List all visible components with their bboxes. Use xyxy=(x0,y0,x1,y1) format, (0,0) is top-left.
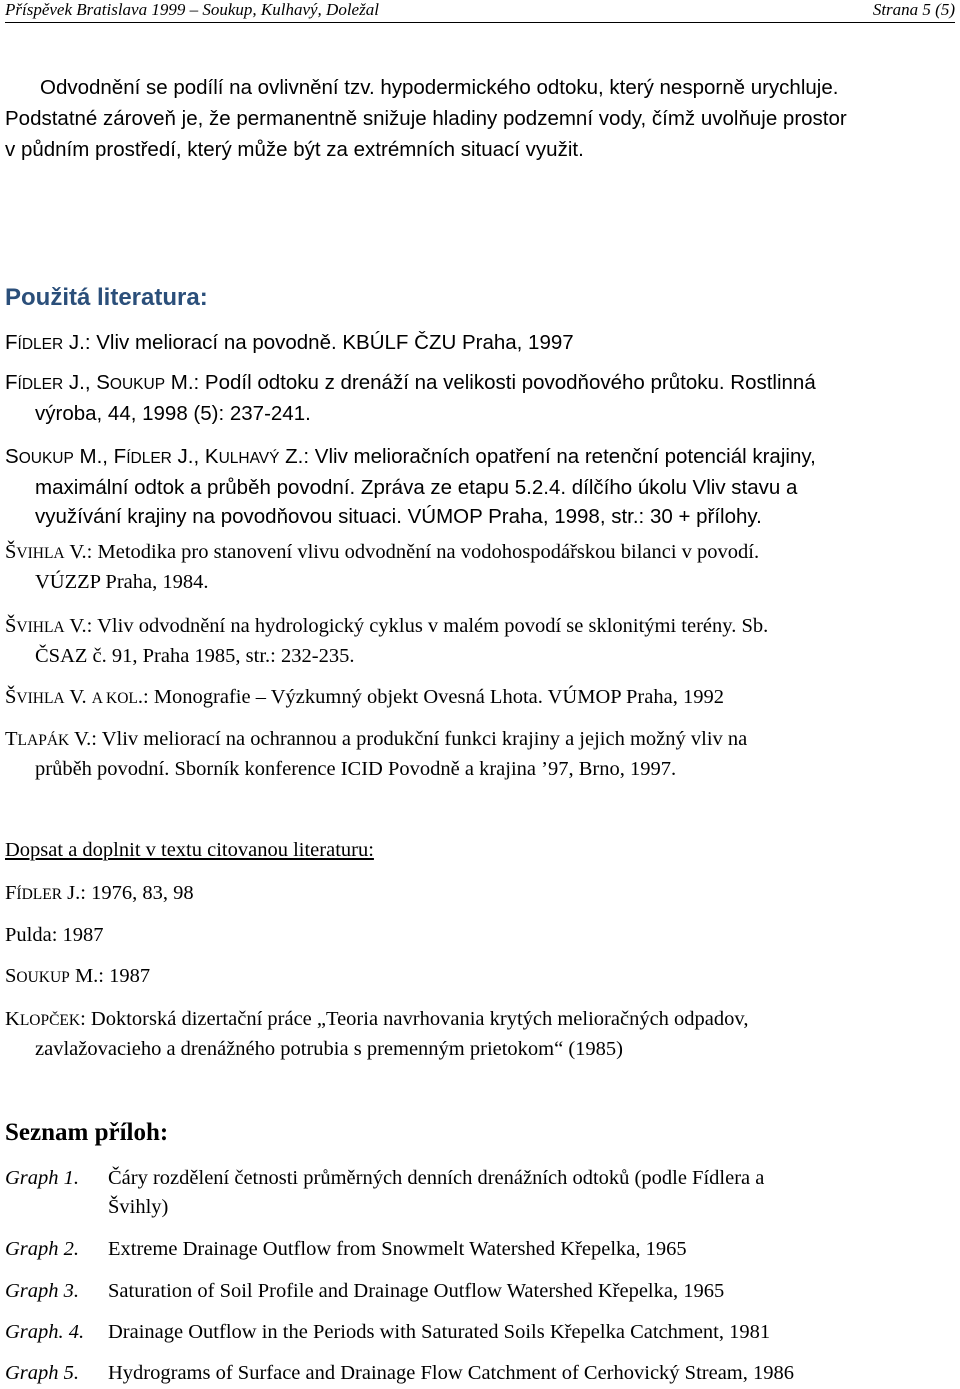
ref-continuation: průběh povodní. Sborník konference ICID Povodně a krajina ’97, Brno, 1997. xyxy=(35,758,677,780)
ref-continuation: využívání krajiny na povodňovou situaci. VÚMOP Praha, 1998, str.: 30 + přílohy. xyxy=(35,505,762,528)
ref-author: K xyxy=(5,1008,20,1030)
page-header xyxy=(5,0,955,23)
ref-text: : Vliv odvodnění na hydrologický cyklus v malém povodí se sklonitými terény. Sb. xyxy=(86,615,769,637)
ref-author: F xyxy=(5,371,18,394)
attachment-label: Graph. 4. xyxy=(5,1321,85,1343)
todo-text: Pulda: 1987 xyxy=(5,924,104,946)
ref-author-smallcaps: OUKUP xyxy=(109,376,166,393)
ref-text: : Metodika pro stanovení vlivu odvodnění na vodohospodářskou bilanci v povodí. xyxy=(86,541,760,563)
attachment-title: Hydrograms of Surface and Drainage Flow Catchment of Cerhovický Stream, 1986 xyxy=(108,1362,794,1384)
ref-author-initial: J. xyxy=(63,331,85,354)
ref-author-initial: . xyxy=(137,686,143,708)
ref-author-smallcaps: ÍDLER xyxy=(17,336,64,353)
ref-text: : Vliv meliorací na ochrannou a produkční funkci krajiny a jejich možný vliv na xyxy=(91,728,748,750)
todo-item xyxy=(5,1005,955,1064)
ref-author-smallcaps: A KOL xyxy=(91,690,138,707)
attachment-title: Drainage Outflow in the Periods with Saturated Soils Křepelka Catchment, 1981 xyxy=(108,1321,771,1343)
ref-text: : Vliv meliorací na povodně. KBÚLF ČZU Praha, 1997 xyxy=(84,331,574,354)
attachment-label: Graph 5. xyxy=(5,1362,80,1384)
ref-text: : Monografie – Výzkumný objekt Ovesná Lhota. VÚMOP Praha, 1992 xyxy=(143,686,724,708)
ref-author-smallcaps: OUKUP xyxy=(18,450,74,467)
attachment-label: Graph 3. xyxy=(5,1280,80,1302)
ref-author-smallcaps: LOPČEK xyxy=(19,1012,81,1029)
ref-author-initial: V. xyxy=(69,728,92,750)
intro-line: v půdním prostředí, který může být za extrémních situací využit. xyxy=(5,138,584,161)
todo-item xyxy=(5,921,955,950)
ref-author: Š xyxy=(5,686,17,708)
ref-author-initial: J., xyxy=(171,445,205,468)
ref-author-initial: J. xyxy=(62,882,81,904)
attachment-label: Graph 2. xyxy=(5,1238,80,1260)
ref-author-initial: M. xyxy=(69,965,99,987)
reference-item xyxy=(5,368,955,428)
intro-line: Odvodnění se podílí na ovlivnění tzv. hypodermického odtoku, který nesporně urychluje. xyxy=(40,76,839,99)
ref-author-smallcaps: VIHLA xyxy=(16,619,65,636)
intro-line: Podstatné zároveň je, že permanentně snižuje hladiny podzemní vody, čímž uvolňuje prostor xyxy=(5,107,847,130)
ref-author-initial: J., xyxy=(63,371,97,394)
ref-author-smallcaps: LAPÁK xyxy=(17,732,70,749)
ref-author-initial: Z. xyxy=(279,445,304,468)
reference-item xyxy=(5,538,955,597)
ref-author-initial: M. xyxy=(165,371,194,394)
reference-item xyxy=(5,683,955,713)
ref-continuation: VÚZZP Praha, 1984. xyxy=(35,571,209,593)
attachment-title: Saturation of Soil Profile and Drainage Outflow Watershed Křepelka, 1965 xyxy=(108,1280,725,1302)
ref-continuation: výroba, 44, 1998 (5): 237-241. xyxy=(35,402,311,425)
todo-text: : Doktorská dizertační práce „Teoria navrhovania krytých melioračných odpadov, xyxy=(80,1008,749,1030)
ref-author-initial: V. xyxy=(64,686,92,708)
ref-author-initial: V. xyxy=(64,615,87,637)
intro-paragraph xyxy=(5,72,955,165)
ref-author-smallcaps: VIHLA xyxy=(16,545,65,562)
ref-author: F xyxy=(5,331,18,354)
todo-heading: Dopsat a doplnit v textu citovanou literaturu: xyxy=(5,839,374,861)
todo-continuation: zavlažovacieho a drenážného potrubia s premenným prietokom“ (1985) xyxy=(35,1038,624,1060)
reference-item xyxy=(5,328,955,359)
ref-continuation: ČSAZ č. 91, Praha 1985, str.: 232-235. xyxy=(35,645,355,667)
ref-author-initial: V. xyxy=(64,541,87,563)
ref-author-smallcaps: VIHLA xyxy=(16,690,65,707)
ref-author: S xyxy=(96,371,110,394)
reference-item xyxy=(5,612,955,671)
ref-author: Š xyxy=(5,541,17,563)
todo-text: : 1987 xyxy=(98,965,151,987)
attachment-label: Graph 1. xyxy=(5,1167,80,1189)
attachment-title: Extreme Drainage Outflow from Snowmelt Watershed Křepelka, 1965 xyxy=(108,1238,687,1260)
reference-item xyxy=(5,442,955,531)
ref-author: S xyxy=(5,965,17,987)
ref-author-initial: M., xyxy=(73,445,114,468)
ref-author-smallcaps: ÍDLER xyxy=(17,376,64,393)
attachment-title-continuation: Švihly) xyxy=(108,1196,169,1218)
ref-author-smallcaps: ULHAVÝ xyxy=(218,450,280,467)
ref-author-smallcaps: OUKUP xyxy=(16,969,70,986)
ref-author: Š xyxy=(5,615,17,637)
ref-text: : Vliv melioračních opatření na retenční potenciál krajiny, xyxy=(303,445,816,468)
todo-text: : 1976, 83, 98 xyxy=(80,882,194,904)
ref-author: K xyxy=(204,445,219,468)
ref-author: F xyxy=(113,445,127,468)
literature-heading: Použitá literatura: xyxy=(5,284,208,311)
reference-item xyxy=(5,725,955,784)
ref-author: T xyxy=(5,728,18,750)
ref-author: S xyxy=(5,445,19,468)
ref-text: : Podíl odtoku z drenáží na velikosti povodňového průtoku. Rostlinná xyxy=(193,371,816,394)
ref-author: F xyxy=(5,882,17,904)
attachment-title: Čáry rozdělení četnosti průměrných denních drenážních odtoků (podle Fídlera a xyxy=(108,1167,765,1189)
ref-author-smallcaps: ÍDLER xyxy=(126,450,172,467)
header-page-number: Strana 5 (5) xyxy=(872,0,955,19)
todo-item xyxy=(5,879,955,909)
ref-author-smallcaps: ÍDLER xyxy=(16,886,63,903)
ref-continuation: maximální odtok a průběh povodní. Zpráva ze etapu 5.2.4. dílčího úkolu Vliv stavu a xyxy=(35,476,798,499)
todo-item xyxy=(5,962,955,992)
header-left: Příspěvek Bratislava 1999 – Soukup, Kulhavý, Doležal xyxy=(5,0,379,19)
attachments-heading: Seznam příloh: xyxy=(5,1119,169,1146)
